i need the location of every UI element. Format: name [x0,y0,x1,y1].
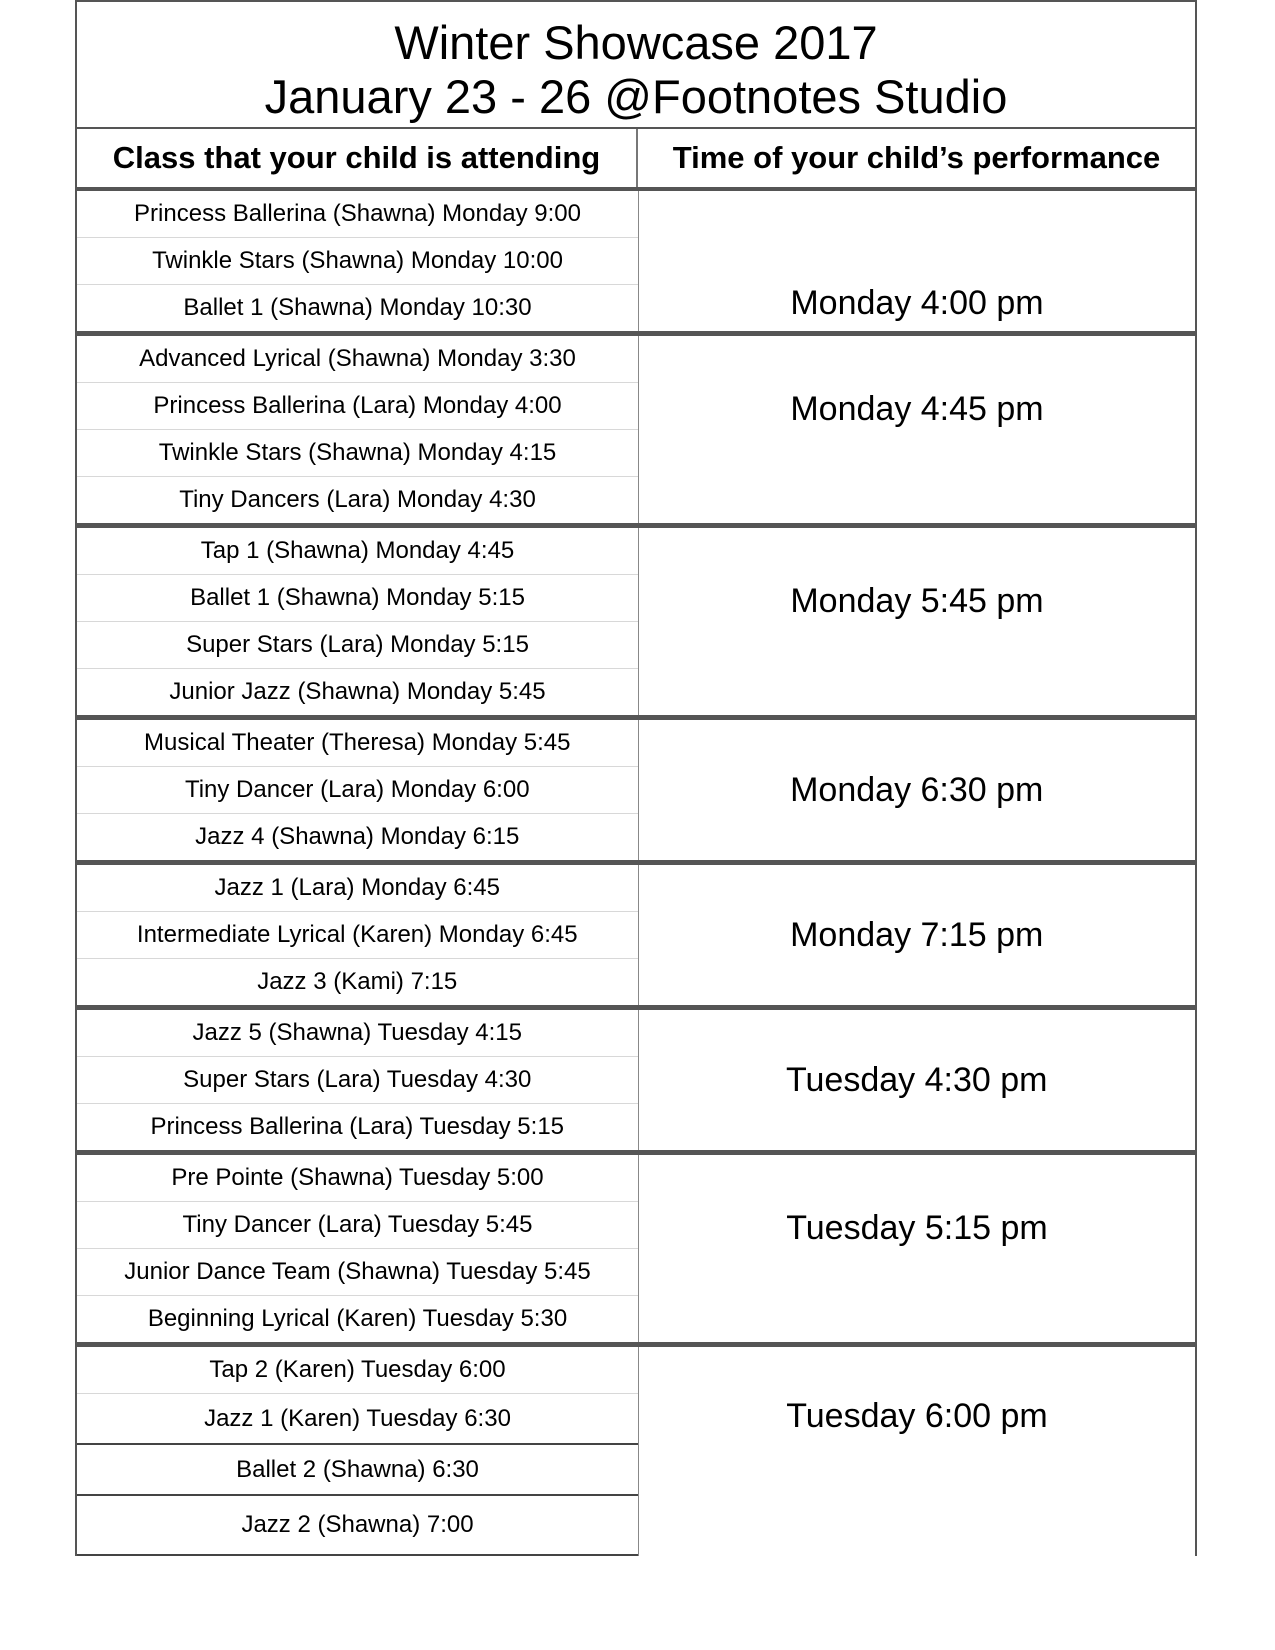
class-row: Jazz 4 (Shawna) Monday 6:15 [195,823,520,850]
class-column-header: Class that your child is attending [112,140,601,175]
schedule-group [77,1155,1195,1347]
class-row: Jazz 1 (Lara) Monday 6:45 [77,865,638,912]
class-row: Tap 1 (Shawna) Monday 4:45 [77,528,638,575]
class-row: Twinkle Stars (Shawna) Monday 4:15 [77,430,638,477]
schedule-table [75,0,1197,1556]
class-row: Tiny Dancer (Lara) Tuesday 5:45 [77,1202,638,1249]
class-row: Beginning Lyrical (Karen) Tuesday 5:30 [147,1305,568,1332]
class-list [77,720,638,860]
class-list [77,1347,638,1556]
class-row: Super Stars (Lara) Monday 5:15 [77,622,638,669]
class-list [77,191,638,331]
class-row: Ballet 1 (Shawna) Monday 5:15 [77,575,638,622]
class-row: Jazz 2 (Shawna) 7:00 [241,1511,474,1538]
performance-time: Tuesday 4:30 pm [638,1010,1196,1150]
table-header-row [77,129,1195,191]
performance-time: Monday 4:00 pm [638,191,1195,331]
class-list [77,1010,638,1150]
class-row: Junior Jazz (Shawna) Monday 5:45 [169,678,546,705]
performance-time: Tuesday 6:00 pm [638,1347,1195,1556]
class-list [77,528,638,715]
schedule-group [77,1010,1195,1155]
time-column-header: Time of your child’s performance [636,129,1195,187]
class-row: Jazz 3 (Kami) 7:15 [257,968,458,995]
class-row: Tiny Dancers (Lara) Monday 4:30 [179,486,536,513]
class-row: Tap 2 (Karen) Tuesday 6:00 [77,1347,638,1394]
class-row: Princess Ballerina (Lara) Monday 4:00 [77,383,638,430]
title-block [77,2,1195,129]
page-subtitle: January 23 - 26 @Footnotes Studio [264,70,1008,123]
class-row: Junior Dance Team (Shawna) Tuesday 5:45 [77,1249,638,1296]
class-list [77,1155,638,1342]
page-title: Winter Showcase 2017 [394,16,878,69]
schedule-group [77,720,1195,865]
class-row: Twinkle Stars (Shawna) Monday 10:00 [77,238,638,285]
class-row: Ballet 2 (Shawna) 6:30 [77,1445,638,1496]
class-row: Princess Ballerina (Shawna) Monday 9:00 [77,191,638,238]
performance-time: Monday 7:15 pm [638,865,1196,1005]
class-row: Jazz 1 (Karen) Tuesday 6:30 [77,1394,638,1445]
performance-time: Tuesday 5:15 pm [638,1155,1195,1342]
class-list [77,336,638,523]
class-row: Advanced Lyrical (Shawna) Monday 3:30 [77,336,638,383]
performance-time: Monday 5:45 pm [638,528,1195,715]
schedule-group [77,336,1195,528]
schedule-group [77,1347,1195,1556]
class-row: Princess Ballerina (Lara) Tuesday 5:15 [150,1113,565,1140]
schedule-group [77,865,1195,1010]
class-row: Musical Theater (Theresa) Monday 5:45 [77,720,638,767]
class-list [77,865,638,1005]
performance-time: Monday 6:30 pm [638,720,1196,860]
schedule-group [77,528,1195,720]
class-row: Pre Pointe (Shawna) Tuesday 5:00 [77,1155,638,1202]
class-row: Super Stars (Lara) Tuesday 4:30 [77,1057,638,1104]
performance-time: Monday 4:45 pm [638,336,1195,523]
schedule-group [77,191,1195,336]
class-row: Tiny Dancer (Lara) Monday 6:00 [77,767,638,814]
class-row: Ballet 1 (Shawna) Monday 10:30 [183,294,532,321]
class-row: Intermediate Lyrical (Karen) Monday 6:45 [77,912,638,959]
class-row: Jazz 5 (Shawna) Tuesday 4:15 [77,1010,638,1057]
